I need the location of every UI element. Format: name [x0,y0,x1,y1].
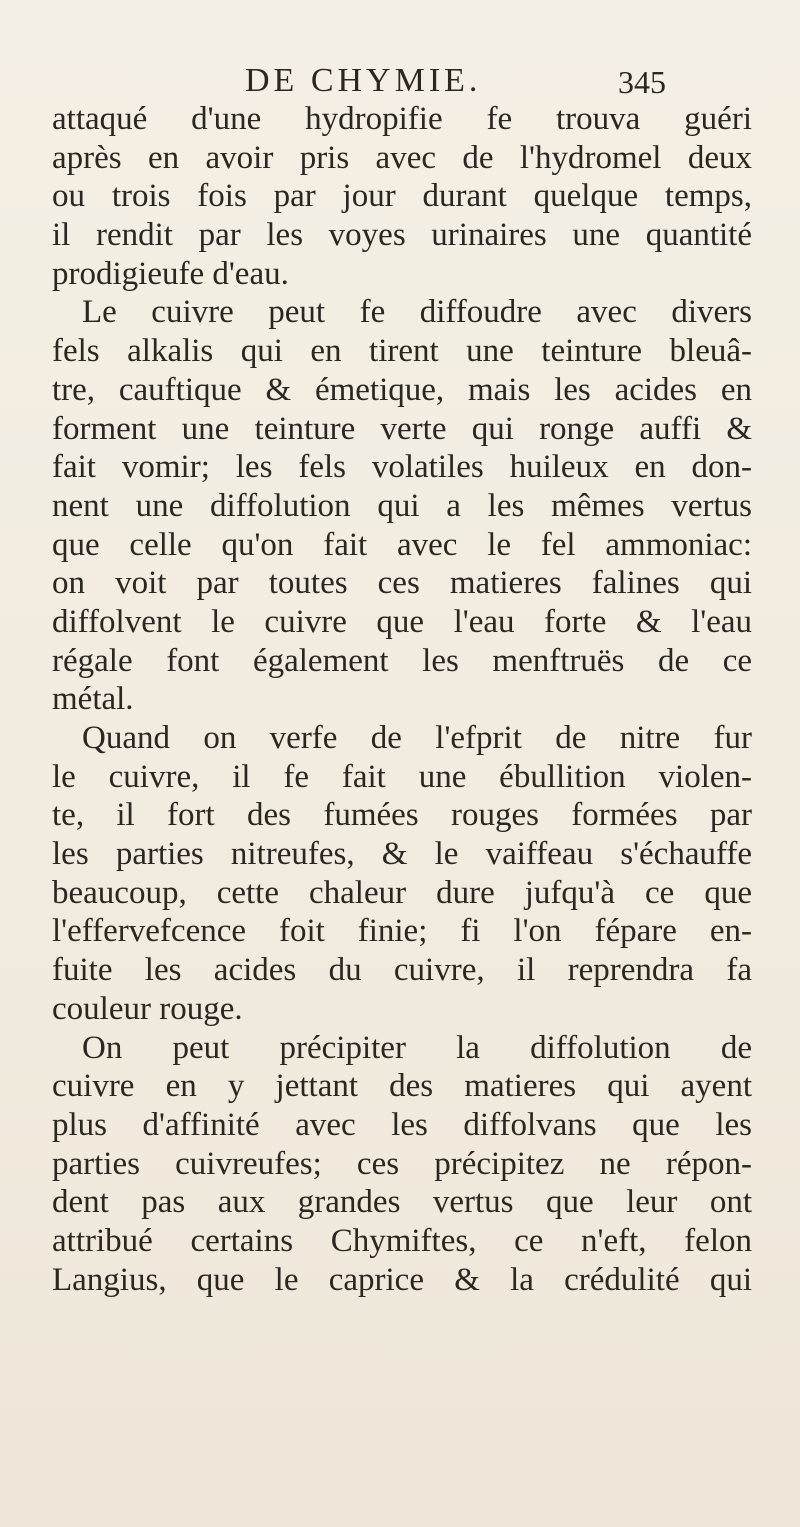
text-line: les parties nitreufes, & le vaiffeau s'échauffe [52,836,752,873]
text-line: fels alkalis qui en tirent une teinture bleuâ- [52,333,752,370]
text-line: l'effervefcence foit finie; fi l'on fépare en- [52,913,752,950]
text-line: tre, cauftique & émetique, mais les acides en [52,371,752,408]
text-line: le cuivre, il fe fait une ébullition violen- [52,758,752,795]
text-line: Quand on verfe de l'efprit de nitre fur [82,720,752,756]
text-line: après en avoir pris avec de l'hydromel deux [52,139,752,176]
text-line: attribué certains Chymiftes, ce n'eft, felon [52,1222,752,1259]
text-line: dent pas aux grandes vertus que leur ont [52,1184,752,1221]
page-number: 345 [618,64,666,100]
text-line: on voit par toutes ces matieres falines qui [52,565,752,602]
text-line: cuivre en y jettant des matieres qui ayent [52,1068,752,1105]
text-line: diffolvent le cuivre que l'eau forte & l'eau [52,603,752,640]
text-line: beaucoup, cette chaleur dure jufqu'à ce que [52,874,752,911]
text-line: te, il fort des fumées rouges formées par [52,797,752,834]
text-line: couleur rouge. [52,990,243,1027]
running-head: DE CHYMIE. [245,62,482,99]
text-line: fuite les acides du cuivre, il reprendra fa [52,952,752,989]
text-line: que celle qu'on fait avec le fel ammoniac: [52,526,752,563]
body-text [52,100,752,1299]
text-line: métal. [52,681,134,718]
text-line: Le cuivre peut fe diffoudre avec divers [82,294,752,331]
text-line: fait vomir; les fels volatiles huileux en don- [52,449,752,486]
text-line: nent une diffolution qui a les mêmes vertus [52,487,752,524]
text-line: On peut précipiter la diffolution de [82,1029,752,1066]
text-line: plus d'affinité avec les diffolvans que les [52,1106,752,1143]
text-line: prodigieufe d'eau. [52,255,289,292]
page-header [0,62,800,102]
text-line: ou trois fois par jour durant quelque temps, [52,178,752,215]
text-line: il rendit par les voyes urinaires une quantité [52,217,752,254]
text-line: régale font également les menftruës de ce [52,642,752,679]
text-line: attaqué d'une hydropifie fe trouva guéri [52,101,752,137]
text-line: forment une teinture verte qui ronge auffi & [52,410,752,447]
text-line: parties cuivreufes; ces précipitez ne répon- [52,1145,752,1182]
text-line: Langius, que le caprice & la crédulité qui [52,1261,752,1298]
